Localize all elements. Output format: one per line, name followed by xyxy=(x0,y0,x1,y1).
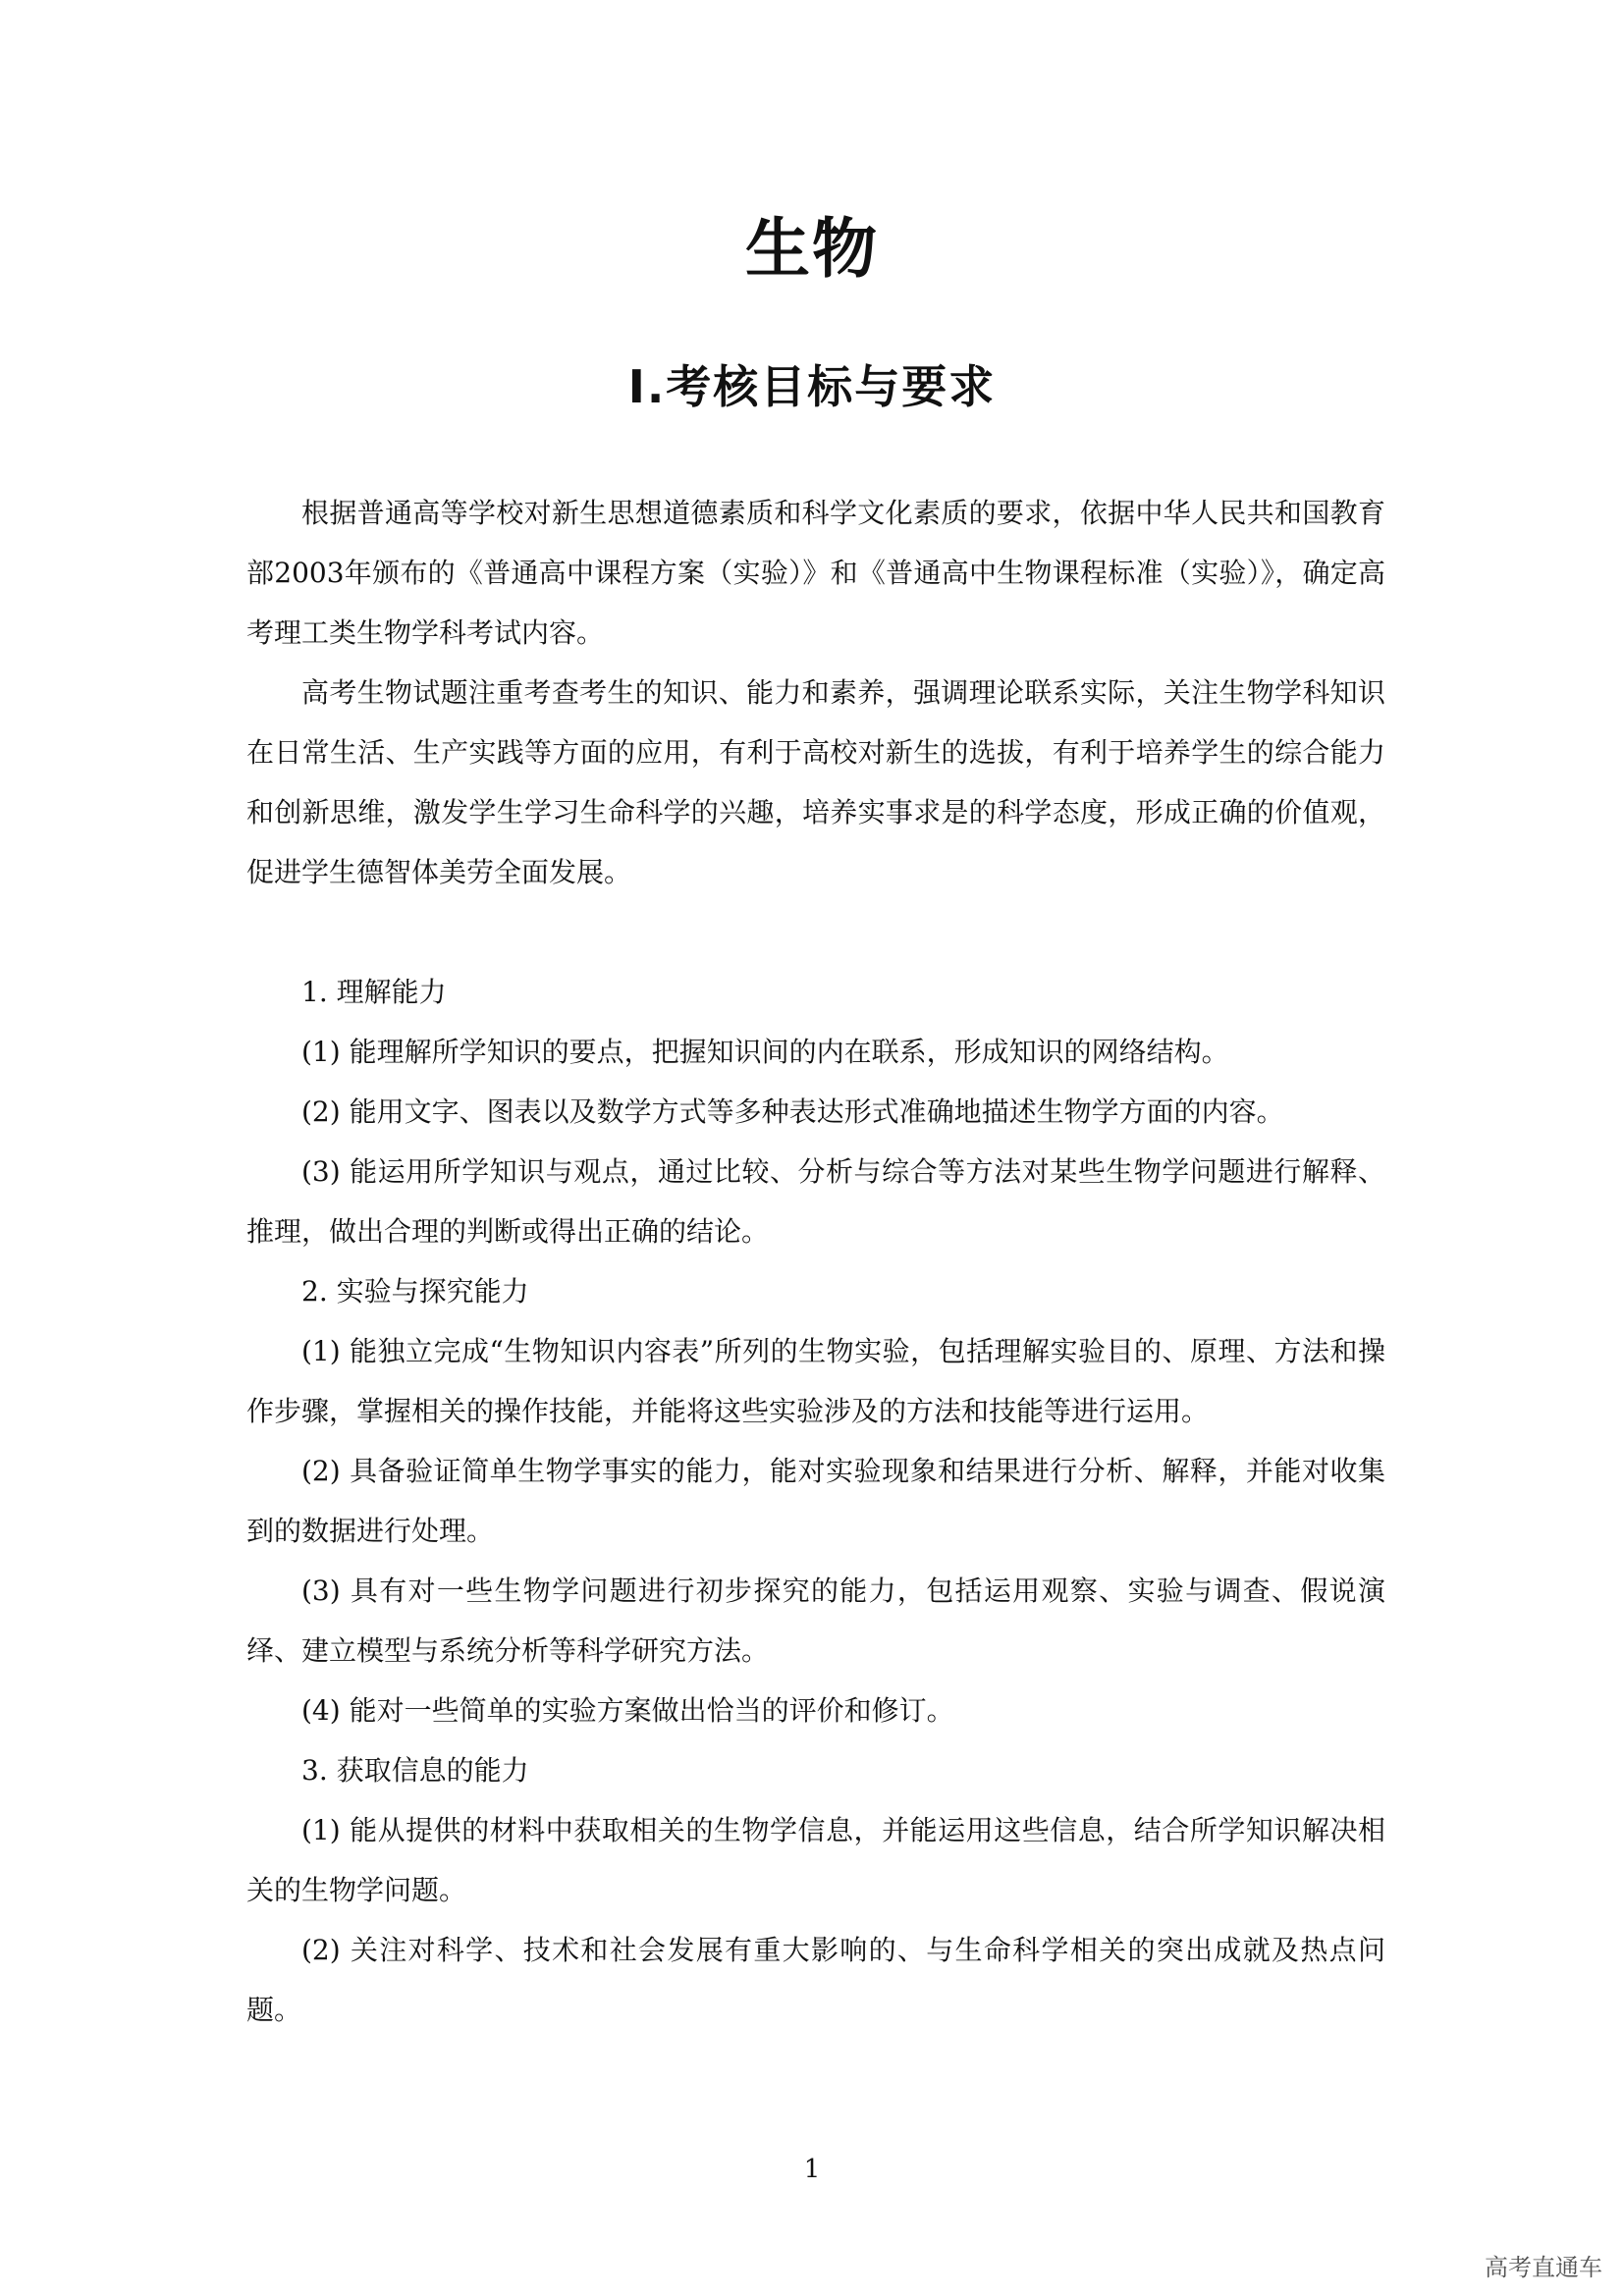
page-number: 1 xyxy=(803,2155,821,2184)
watermark: 高考直通车 xyxy=(1485,2254,1602,2281)
paragraph: 根据普通高等学校对新生思想道德素质和科学文化素质的要求，依据中华人民共和国教育部2003年颁布的《普通高中课程方案（实验）》和《普通高中生物课程标准（实验）》，确定高考理工类生物学科考试内容。 xyxy=(246,497,1385,649)
list-item: (1) 能从提供的材料中获取相关的生物学信息，并能运用这些信息，结合所学知识解决相关的生物学问题。 xyxy=(246,1814,1385,1906)
body-text xyxy=(246,483,1385,2040)
document-title: 生物 xyxy=(745,211,879,287)
list-item: (2) 能用文字、图表以及数学方式等多种表达形式准确地描述生物学方面的内容。 xyxy=(301,1095,1284,1128)
list-item: (1) 能理解所学知识的要点，把握知识间的内在联系，形成知识的网络结构。 xyxy=(301,1036,1229,1068)
subsection-heading: 3. 获取信息的能力 xyxy=(301,1754,529,1787)
subsection-heading: 2. 实验与探究能力 xyxy=(301,1275,529,1308)
subsection-heading: 1. 理解能力 xyxy=(301,976,447,1008)
section-heading: Ⅰ.考核目标与要求 xyxy=(627,360,997,413)
list-item: (4) 能对一些简单的实验方案做出恰当的评价和修订。 xyxy=(301,1694,954,1727)
list-item: (2) 关注对科学、技术和社会发展有重大影响的、与生命科学相关的突出成就及热点问题。 xyxy=(246,1934,1385,2026)
list-item: (2) 具备验证简单生物学事实的能力，能对实验现象和结果进行分析、解释，并能对收集到的数据进行处理。 xyxy=(246,1455,1385,1547)
list-item: (3) 能运用所学知识与观点，通过比较、分析与综合等方法对某些生物学问题进行解释、推理，做出合理的判断或得出正确的结论。 xyxy=(246,1155,1385,1248)
list-item: (3) 具有对一些生物学问题进行初步探究的能力，包括运用观察、实验与调查、假说演绎、建立模型与系统分析等科学研究方法。 xyxy=(246,1575,1385,1667)
list-item: (1) 能独立完成“生物知识内容表”所列的生物实验，包括理解实验目的、原理、方法和操作步骤，掌握相关的操作技能，并能将这些实验涉及的方法和技能等进行运用。 xyxy=(246,1335,1385,1427)
paragraph: 高考生物试题注重考查考生的知识、能力和素养，强调理论联系实际，关注生物学科知识在日常生活、生产实践等方面的应用，有利于高校对新生的选拔，有利于培养学生的综合能力和创新思维，激发学生学习生命科学的兴趣，培养实事求是的科学态度，形成正确的价值观，促进学生德智体美劳全面发展。 xyxy=(246,676,1385,888)
